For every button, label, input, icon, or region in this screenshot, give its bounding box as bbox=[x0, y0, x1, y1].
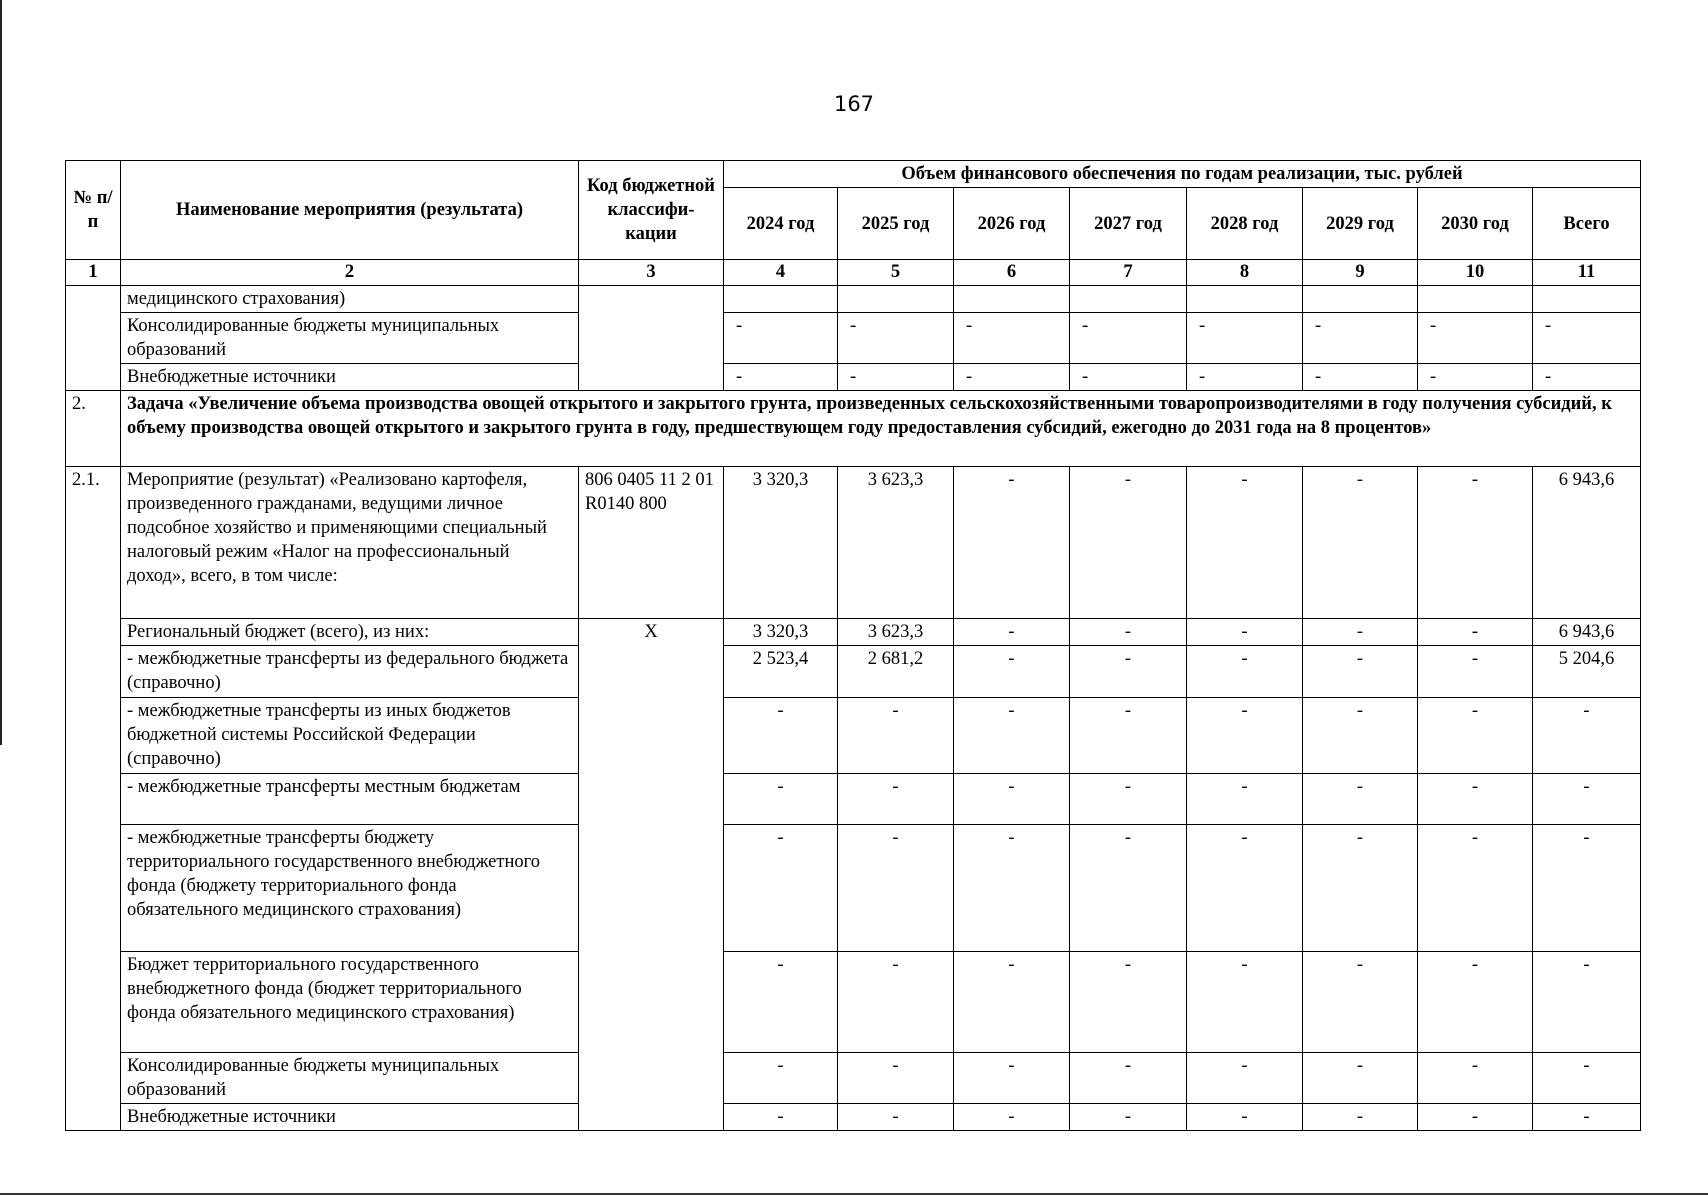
value-cell: 5 204,6 bbox=[1533, 646, 1641, 698]
table-row bbox=[66, 825, 1641, 952]
page-number: 167 bbox=[833, 92, 875, 116]
value-cell bbox=[954, 286, 1070, 313]
header-year-2024: 2024 год bbox=[724, 188, 838, 260]
table-row bbox=[66, 313, 1641, 364]
value-cell: - bbox=[954, 698, 1070, 774]
value-cell: - bbox=[1533, 1104, 1641, 1131]
value-cell: - bbox=[1533, 313, 1641, 364]
value-cell: - bbox=[838, 952, 954, 1053]
row-num-cell bbox=[66, 286, 121, 391]
colnum-10: 10 bbox=[1418, 260, 1533, 286]
value-cell: - bbox=[724, 952, 838, 1053]
row-name: Внебюджетные источники bbox=[121, 1104, 579, 1131]
value-cell: - bbox=[1070, 313, 1187, 364]
header-year-2027: 2027 год bbox=[1070, 188, 1187, 260]
row-name: медицинского страхования) bbox=[121, 286, 579, 313]
value-cell: - bbox=[1187, 619, 1303, 646]
value-cell: - bbox=[1187, 952, 1303, 1053]
value-cell: - bbox=[1533, 952, 1641, 1053]
value-cell: - bbox=[1533, 774, 1641, 825]
value-cell: - bbox=[838, 825, 954, 952]
header-volume: Объем финансового обеспечения по годам реализации, тыс. рублей bbox=[724, 161, 1641, 188]
value-cell: - bbox=[1418, 1053, 1533, 1104]
header-year-2026: 2026 год bbox=[954, 188, 1070, 260]
measure-name: Мероприятие (результат) «Реализовано картофеля, произведенного гражданами, ведущими личное подсобное хозяйство и применяющими специальный налоговый режим «Налог на профессиональный доход», всего, в том числе: bbox=[121, 467, 579, 619]
row-name: Консолидированные бюджеты муниципальных образований bbox=[121, 1053, 579, 1104]
value-cell: 2 681,2 bbox=[838, 646, 954, 698]
table-row bbox=[66, 1053, 1641, 1104]
table-row bbox=[66, 952, 1641, 1053]
row-code-cell bbox=[579, 286, 724, 391]
value-cell: - bbox=[954, 1104, 1070, 1131]
header-year-2030: 2030 год bbox=[1418, 188, 1533, 260]
value-cell: - bbox=[1187, 467, 1303, 619]
value-cell: - bbox=[954, 313, 1070, 364]
value-cell: - bbox=[1303, 1053, 1418, 1104]
value-cell: - bbox=[724, 1104, 838, 1131]
value-cell: - bbox=[1187, 313, 1303, 364]
table-row bbox=[66, 774, 1641, 825]
row-name: - межбюджетные трансферты местным бюджетам bbox=[121, 774, 579, 825]
header-total: Всего bbox=[1533, 188, 1641, 260]
colnum-9: 9 bbox=[1303, 260, 1418, 286]
value-cell bbox=[724, 286, 838, 313]
value-cell: - bbox=[1418, 364, 1533, 391]
task-row bbox=[66, 391, 1641, 467]
value-cell: - bbox=[1070, 1053, 1187, 1104]
colnum-7: 7 bbox=[1070, 260, 1187, 286]
header-code: Код бюджетной классифи-кации bbox=[579, 161, 724, 260]
value-cell: - bbox=[1187, 646, 1303, 698]
value-cell: - bbox=[1070, 952, 1187, 1053]
value-cell bbox=[1303, 286, 1418, 313]
value-cell: - bbox=[954, 825, 1070, 952]
value-cell: - bbox=[954, 364, 1070, 391]
value-cell: - bbox=[838, 1104, 954, 1131]
value-cell: 3 320,3 bbox=[724, 619, 838, 646]
table-row bbox=[66, 646, 1641, 698]
scan-bottom-edge bbox=[0, 1193, 1708, 1195]
value-cell: - bbox=[1187, 1104, 1303, 1131]
value-cell: - bbox=[1187, 1053, 1303, 1104]
value-cell: - bbox=[1187, 698, 1303, 774]
colnum-6: 6 bbox=[954, 260, 1070, 286]
header-num: № п/п bbox=[66, 161, 121, 260]
value-cell: - bbox=[1418, 825, 1533, 952]
header-year-2029: 2029 год bbox=[1303, 188, 1418, 260]
value-cell: - bbox=[838, 313, 954, 364]
value-cell bbox=[838, 286, 954, 313]
value-cell: - bbox=[1418, 313, 1533, 364]
row-name: Внебюджетные источники bbox=[121, 364, 579, 391]
colnum-3: 3 bbox=[579, 260, 724, 286]
table-row bbox=[66, 286, 1641, 313]
table-row bbox=[66, 619, 1641, 646]
value-cell: - bbox=[1418, 1104, 1533, 1131]
value-cell: - bbox=[1418, 952, 1533, 1053]
colnum-1: 1 bbox=[66, 260, 121, 286]
row-name: - межбюджетные трансферты бюджету территориального государственного внебюджетного фонда (бюджету территориального фонда обязательного медицинского страхования) bbox=[121, 825, 579, 952]
value-cell: - bbox=[724, 774, 838, 825]
value-cell: 3 623,3 bbox=[838, 619, 954, 646]
row-name: Региональный бюджет (всего), из них: bbox=[121, 619, 579, 646]
value-cell: - bbox=[1303, 1104, 1418, 1131]
value-cell: - bbox=[1303, 467, 1418, 619]
value-cell: - bbox=[1070, 774, 1187, 825]
value-cell bbox=[1533, 286, 1641, 313]
header-year-2025: 2025 год bbox=[838, 188, 954, 260]
value-cell: 6 943,6 bbox=[1533, 619, 1641, 646]
row-name: Бюджет территориального государственного внебюджетного фонда (бюджет территориального фонда обязательного медицинского страхования) bbox=[121, 952, 579, 1053]
task-num: 2. bbox=[66, 391, 121, 467]
value-cell: - bbox=[1070, 646, 1187, 698]
value-cell: - bbox=[1303, 774, 1418, 825]
value-cell: 6 943,6 bbox=[1533, 467, 1641, 619]
value-cell: 3 320,3 bbox=[724, 467, 838, 619]
value-cell bbox=[1418, 286, 1533, 313]
measure-code: 806 0405 11 2 01 R0140 800 bbox=[579, 467, 724, 619]
value-cell: - bbox=[838, 774, 954, 825]
value-cell: - bbox=[1303, 825, 1418, 952]
value-cell: - bbox=[1070, 467, 1187, 619]
value-cell: - bbox=[724, 1053, 838, 1104]
value-cell: - bbox=[1533, 364, 1641, 391]
value-cell: - bbox=[724, 364, 838, 391]
task-text: Задача «Увеличение объема производства овощей открытого и закрытого грунта, произведенных сельскохозяйственными товаропроизводителями в году получения субсидий, к объему производства овощей открытого и закрытого грунта в году, предшествующем году предоставления субсидий, ежегодно до 2031 года на 8 процентов» bbox=[121, 391, 1641, 467]
value-cell: - bbox=[724, 825, 838, 952]
value-cell: - bbox=[954, 619, 1070, 646]
colnum-5: 5 bbox=[838, 260, 954, 286]
measure-row bbox=[66, 467, 1641, 619]
row-name: - межбюджетные трансферты из иных бюджетов бюджетной системы Российской Федерации (справочно) bbox=[121, 698, 579, 774]
value-cell: - bbox=[1303, 952, 1418, 1053]
value-cell: - bbox=[1533, 825, 1641, 952]
value-cell: - bbox=[1303, 619, 1418, 646]
row-name: - межбюджетные трансферты из федерального бюджета (справочно) bbox=[121, 646, 579, 698]
value-cell: - bbox=[1418, 619, 1533, 646]
value-cell bbox=[1187, 286, 1303, 313]
sub-code: X bbox=[579, 619, 724, 1131]
value-cell: - bbox=[1070, 1104, 1187, 1131]
column-numbers-row bbox=[66, 260, 1641, 286]
value-cell: - bbox=[954, 774, 1070, 825]
value-cell: - bbox=[1070, 698, 1187, 774]
table-row bbox=[66, 364, 1641, 391]
header-name: Наименование мероприятия (результата) bbox=[121, 161, 579, 260]
colnum-11: 11 bbox=[1533, 260, 1641, 286]
header-year-2028: 2028 год bbox=[1187, 188, 1303, 260]
value-cell: - bbox=[838, 698, 954, 774]
value-cell: - bbox=[1187, 774, 1303, 825]
value-cell: - bbox=[954, 1053, 1070, 1104]
value-cell: - bbox=[1070, 619, 1187, 646]
budget-table bbox=[65, 160, 1641, 1131]
colnum-8: 8 bbox=[1187, 260, 1303, 286]
value-cell: - bbox=[1187, 364, 1303, 391]
table-row bbox=[66, 698, 1641, 774]
measure-num: 2.1. bbox=[66, 467, 121, 1131]
value-cell: - bbox=[1303, 698, 1418, 774]
value-cell: 2 523,4 bbox=[724, 646, 838, 698]
value-cell: - bbox=[1070, 364, 1187, 391]
value-cell: - bbox=[724, 313, 838, 364]
value-cell: - bbox=[954, 467, 1070, 619]
value-cell: - bbox=[1418, 646, 1533, 698]
value-cell: - bbox=[838, 1053, 954, 1104]
value-cell bbox=[1070, 286, 1187, 313]
colnum-2: 2 bbox=[121, 260, 579, 286]
value-cell: - bbox=[954, 952, 1070, 1053]
value-cell: - bbox=[1418, 698, 1533, 774]
value-cell: - bbox=[724, 698, 838, 774]
colnum-4: 4 bbox=[724, 260, 838, 286]
value-cell: - bbox=[1533, 1053, 1641, 1104]
value-cell: - bbox=[838, 364, 954, 391]
value-cell: - bbox=[1187, 825, 1303, 952]
row-name: Консолидированные бюджеты муниципальных образований bbox=[121, 313, 579, 364]
value-cell: - bbox=[1418, 774, 1533, 825]
value-cell: - bbox=[1533, 698, 1641, 774]
value-cell: - bbox=[1303, 313, 1418, 364]
value-cell: 3 623,3 bbox=[838, 467, 954, 619]
value-cell: - bbox=[1303, 364, 1418, 391]
value-cell: - bbox=[954, 646, 1070, 698]
value-cell: - bbox=[1418, 467, 1533, 619]
value-cell: - bbox=[1070, 825, 1187, 952]
value-cell: - bbox=[1303, 646, 1418, 698]
table-row bbox=[66, 1104, 1641, 1131]
